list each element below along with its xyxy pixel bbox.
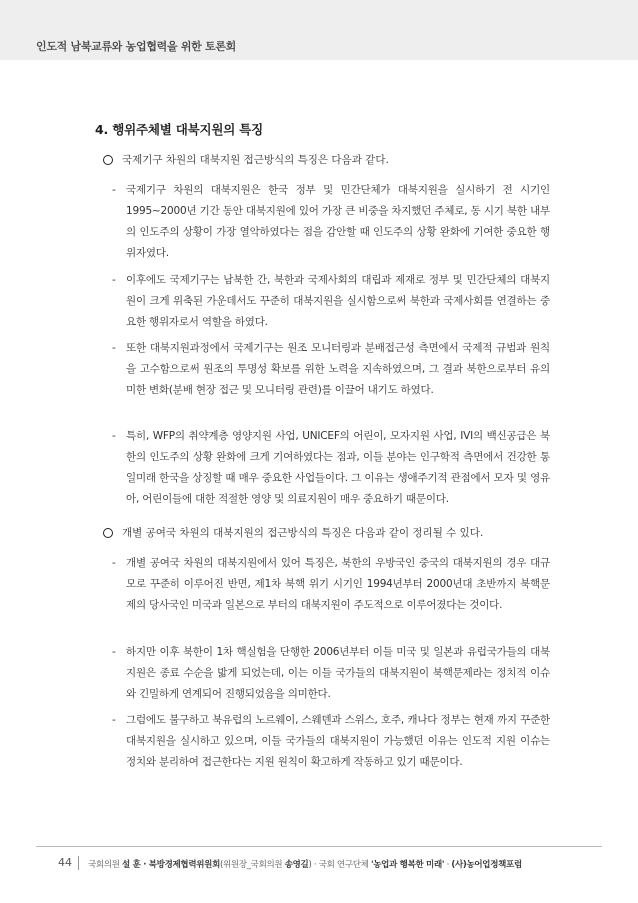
dash-marker: -: [112, 646, 116, 658]
footer-name: 설 훈: [122, 860, 141, 870]
list-item: [112, 710, 550, 773]
running-header-title: 인도적 남북교류와 농업협력을 위한 토론회: [36, 40, 236, 53]
footer-group: '농업과 행복한 미래': [370, 860, 445, 870]
footer-part: ·: [444, 860, 452, 870]
list-item: [112, 553, 550, 616]
section-heading: 4. 행위주체별 대북지원의 특징: [95, 122, 264, 137]
footer-separator: [78, 856, 79, 870]
list-item-text: 하지만 이후 북한이 1차 핵실험을 단행한 2006년부터 이들 미국 및 일본과 유럽국가들의 대북지원은 종료 수순을 밟게 되었는데, 이는 이들 국가들의 대북지원이 북핵문제라는 정치적 이슈와 긴밀하게 연계되어 진행되었음을 의미한다.: [126, 646, 551, 700]
list-item-text: 국제기구 차원의 대북지원은 한국 정부 및 민간단체가 대북지원을 실시하기 전 시기인 1995~2000년 기간 동안 대북지원에 있어 가장 큰 비중을 차지했던 주체로, 동 시기 북한 내부의 인도주의 상황이 가장 열악하였다는 점을 감안할 때 인도주의 상황 완화에 기여한 중요한 행위자였다.: [126, 184, 550, 259]
list-item: [112, 338, 550, 401]
hollow-circle-bullet-icon: [103, 528, 113, 538]
list-item-text: 이후에도 국제기구는 남북한 간, 북한과 국제사회의 대립과 제재로 정부 및 민간단체의 대북지원이 크게 위축된 가운데서도 꾸준히 대북지원을 실시함으로써 북한과 국제사회를 연결하는 중요한 행위자로서 역할을 하였다.: [126, 274, 550, 328]
list-item-text: 또한 대북지원과정에서 국제기구는 원조 모니터링과 분배접근성 측면에서 국제적 규범과 원칙을 고수함으로써 원조의 투명성 확보를 위한 노력을 지속하였으며, 그 결과 북한으로부터 유의미한 변화(분배 현장 접근 및 모니터링 관련)를 이끌어 내기도 하였다.: [126, 342, 550, 396]
list-item: [112, 180, 550, 264]
dash-marker: -: [112, 714, 116, 726]
dash-marker: -: [112, 430, 116, 442]
list-item-text: 개별 공여국 차원의 대북지원에서 있어 특징은, 북한의 우방국인 중국의 대북지원의 경우 대규모로 꾸준히 이루어진 반면, 제1차 북핵 위기 시기인 1994년부터 2000년대 초반까지 북핵문제의 당사국인 미국과 일본으로 부터의 대북지원이 주도적으로 이루어졌다는 것이다.: [126, 557, 550, 611]
dash-marker: -: [112, 342, 116, 354]
footer-part: (위원장_국회의원: [219, 860, 285, 870]
bullet-text: 국제기구 차원의 대북지원 접근방식의 특징은 다음과 같다.: [122, 154, 389, 166]
bullet-text: 개별 공여국 차원의 대북지원의 접근방식의 특징은 다음과 같이 정리될 수 있다.: [122, 527, 484, 539]
footer-name: 송영길: [284, 860, 309, 870]
dash-marker: -: [112, 557, 116, 569]
hollow-circle-bullet-icon: [103, 155, 113, 165]
footer-divider: [36, 846, 602, 847]
dash-marker: -: [112, 274, 116, 286]
list-item-text: 특히, WFP의 취약계층 영양지원 사업, UNICEF의 어린이, 모자지원 사업, IVI의 백신공급은 북한의 인도주의 상황 완화에 크게 기여하였다는 점과, 이들 분야는 인구학적 측면에서 건강한 통일미래 한국을 상징할 때 매우 중요한 사업들이다. 그 이유는 생애주기적 관점에서 모자 및 영유아, 어린이들에 대한 적절한 영양 및 의료지원이 매우 중요하기 때문이다.: [126, 430, 550, 505]
list-item: [112, 270, 550, 333]
footer-credits: [88, 858, 522, 870]
list-item-text: 그럼에도 불구하고 북유럽의 노르웨이, 스웨덴과 스위스, 호주, 캐나다 정부는 현재 까지 꾸준한 대북지원을 실시하고 있으며, 이들 국가들의 대북지원이 가능했던 이유는 인도적 지원 이슈는 정치와 분리하여 접근한다는 지원 원칙이 확고하게 작동하고 있기 때문이다.: [126, 714, 550, 768]
footer-org: (사)농어업정책포럼: [451, 860, 522, 870]
bullet-point: [103, 152, 389, 167]
bullet-point: [103, 525, 483, 540]
page-number: 44: [58, 856, 72, 869]
footer-committee: · 북방경제협력위원회: [140, 860, 220, 870]
footer-part: ) · 국회 연구단체: [308, 860, 371, 870]
list-item: [112, 426, 550, 510]
list-item: [112, 642, 550, 705]
footer-part: 국회의원: [88, 860, 123, 870]
dash-marker: -: [112, 184, 116, 196]
